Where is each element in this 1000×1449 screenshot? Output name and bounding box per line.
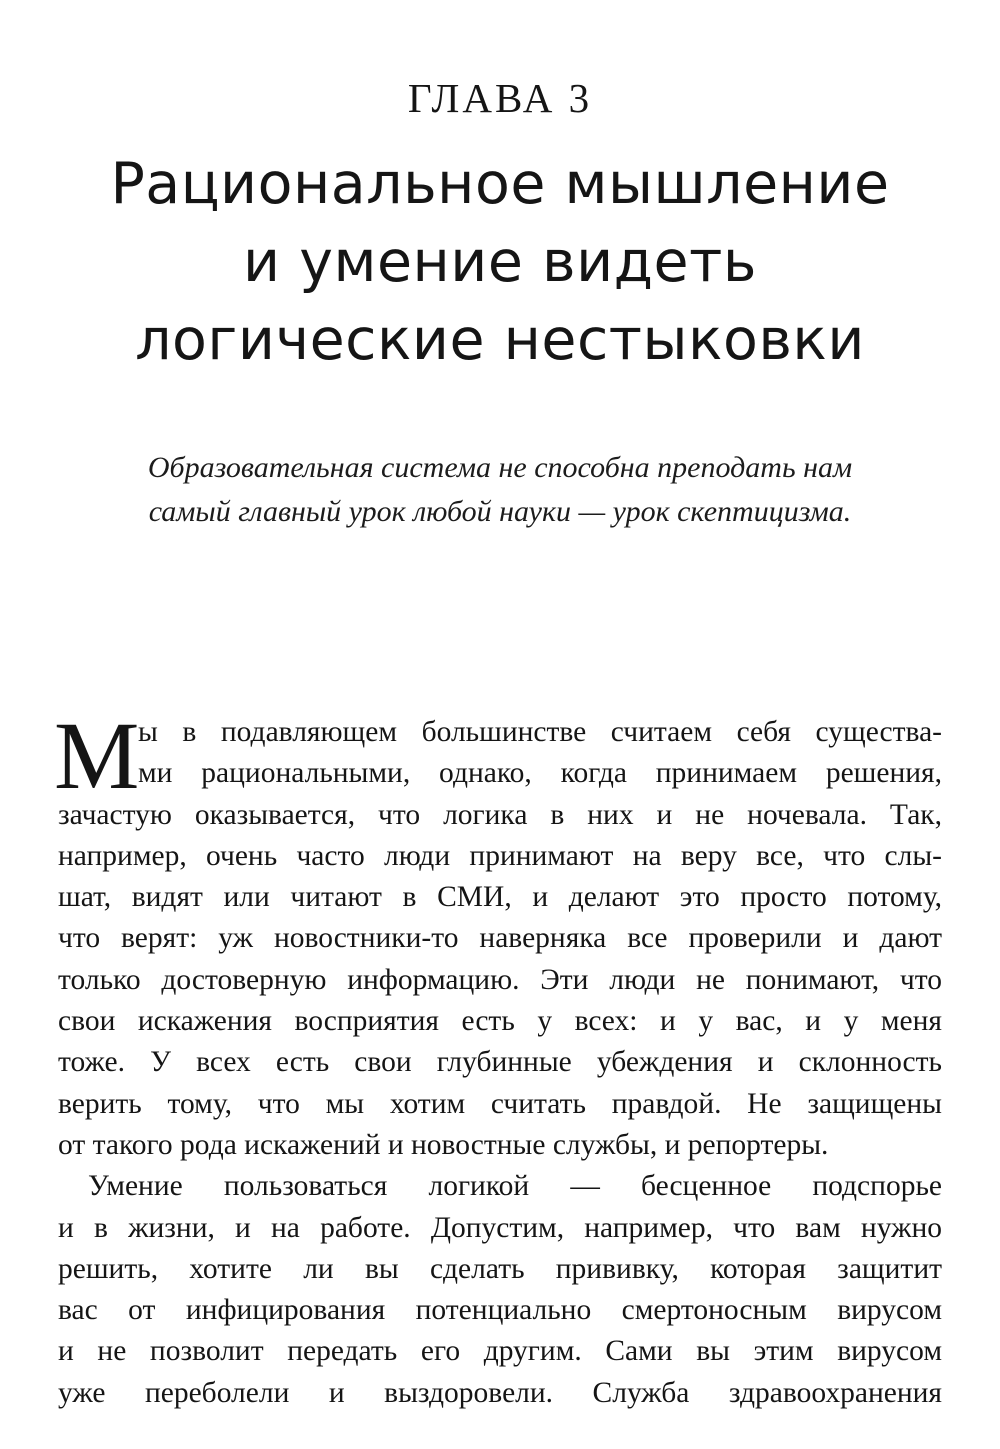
- chapter-label: ГЛАВА 3: [407, 75, 593, 121]
- paragraph-1: [58, 712, 942, 1166]
- text-line: ми рациональными, однако, когда принимаем решения,: [138, 757, 942, 790]
- chapter-title: [0, 145, 1000, 379]
- text-line: от такого рода искажений и новостные службы, и репортеры.: [58, 1128, 829, 1161]
- text-line: ы в подавляющем большинстве считаем себя существа-: [138, 716, 942, 748]
- chapter-title-line: логические нестыковки: [135, 307, 865, 373]
- epigraph-line: Образовательная система не способна преподать нам: [147, 451, 853, 484]
- text-line: уже переболели и выздоровели. Служба здравоохранения: [58, 1376, 942, 1409]
- chapter-title-line: Рациональное мышление: [110, 151, 890, 217]
- text-line: и не позволит передать его другим. Сами вы этим вирусом: [58, 1335, 942, 1368]
- chapter-title-line: и умение видеть: [243, 229, 757, 295]
- text-line: решить, хотите ли вы сделать прививку, которая защитит: [58, 1252, 942, 1285]
- text-line: и в жизни, и на работе. Допустим, например, что вам нужно: [58, 1211, 942, 1244]
- text-line: верить тому, что мы хотим считать правдой. Не защищены: [58, 1087, 942, 1120]
- text-line: что верят: уж новостники-то наверняка все проверили и дают: [58, 922, 942, 955]
- text-line: свои искажения восприятия есть у всех: и у вас, и у меня: [58, 1005, 942, 1038]
- drop-cap: М: [54, 702, 140, 809]
- paragraph-2: [58, 1166, 942, 1414]
- epigraph-line: самый главный урок любой науки — урок скептицизма.: [148, 495, 852, 528]
- text-line: вас от инфицирования потенциально смертоносным вирусом: [58, 1294, 942, 1327]
- text-line: например, очень часто люди принимают на веру все, что слы-: [58, 839, 942, 872]
- body-text: [54, 702, 942, 1414]
- text-line: шат, видят или читают в СМИ, и делают это просто потому,: [58, 881, 942, 914]
- text-line: тоже. У всех есть свои глубинные убеждения и склонность: [58, 1046, 942, 1079]
- text-line: Умение пользоваться логикой — бесценное подспорье: [88, 1170, 942, 1203]
- text-line: зачастую оказывается, что логика в них и не ночевала. Так,: [58, 798, 942, 831]
- text-line: только достоверную информацию. Эти люди не понимают, что: [58, 963, 942, 996]
- epigraph: [0, 446, 1000, 534]
